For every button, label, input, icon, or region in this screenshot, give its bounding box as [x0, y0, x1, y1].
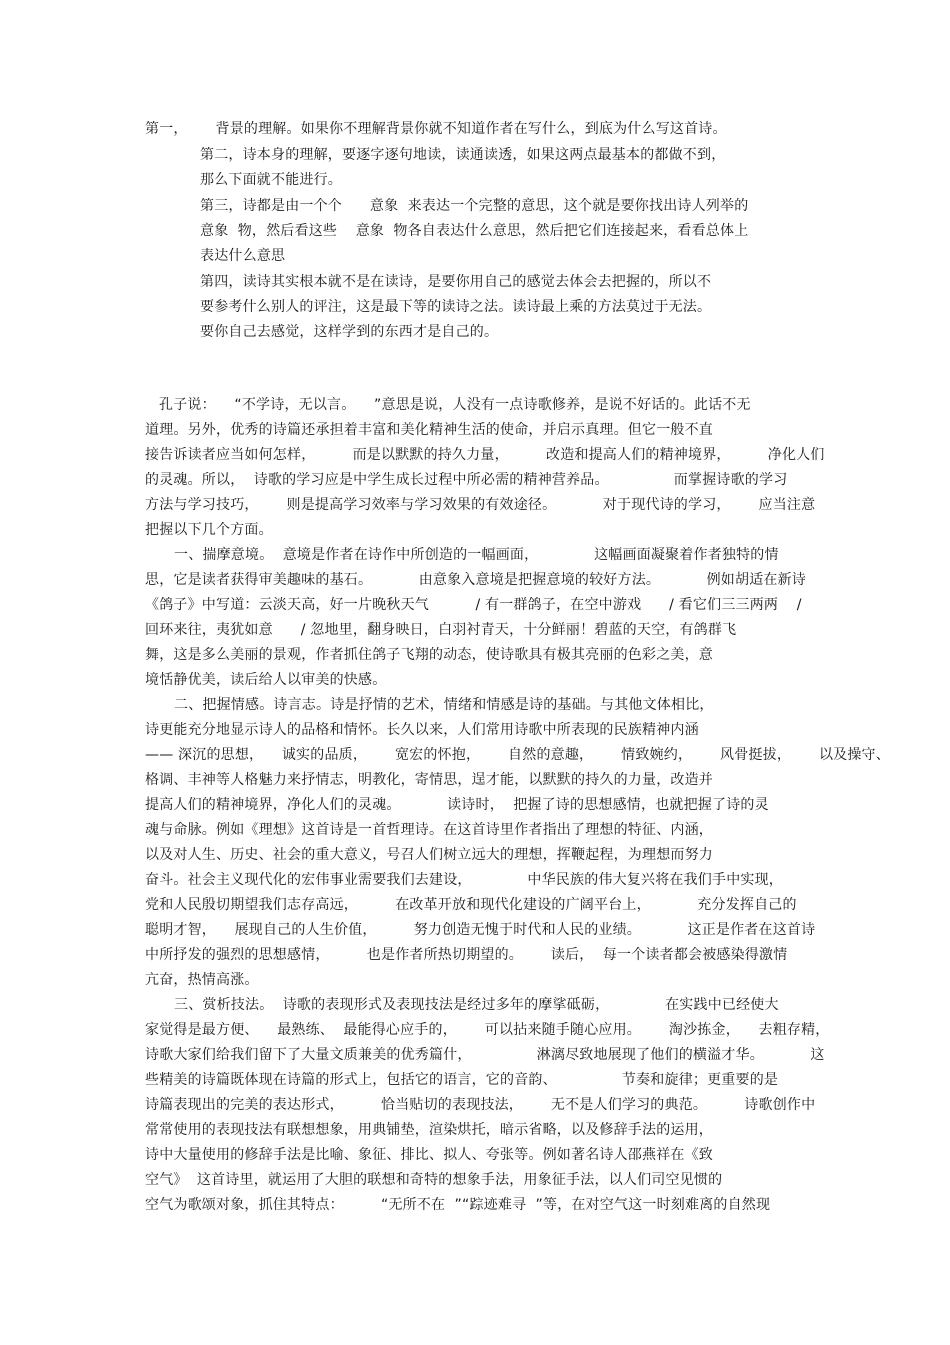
essay-line-17: 提高人们的精神境界，净化人们的灵魂。 读诗时， 把握了诗的思想感情，也就把握了诗的灵 — [145, 797, 769, 813]
essay-line-6: 把握以下几个方面。 — [145, 522, 273, 538]
essay-line-33: 空气为歌颂对象，抓住其特点： “无所不在 ”“踪迹难寻 ”等，在对空气这一时刻难离的自然现 — [145, 1197, 771, 1213]
intro-line-8: 要参考什么别人的评注，这是最下等的读诗之法。读诗最上乘的方法莫过于无法。 — [200, 299, 712, 315]
essay-line-23: 中所抒发的强烈的思想感情， 也是作者所热切期望的。 读后， 每一个读者都会被感染得激情 — [145, 947, 788, 963]
essay-line-13: 二、把握情感。诗言志。诗是抒情的艺术，情绪和情感是诗的基础。与其他文体相比， — [174, 697, 714, 713]
essay-line-10: 回环来往，夷犹如意 / 忽地里，翻身映日，白羽衬青天，十分鲜丽！碧蓝的天空，有鸽群飞 — [145, 622, 737, 638]
essay-line-18: 魂与命脉。例如《理想》这首诗是一首哲理诗。在这首诗里作者指出了理想的特征、内涵， — [145, 822, 713, 838]
intro-line-9: 要你自己去感觉，这样学到的东西才是自己的。 — [200, 324, 499, 340]
essay-line-19: 以及对人生、历史、社会的重大意义，号召人们树立远大的理想，挥鞭起程，为理想而努力 — [145, 847, 713, 863]
essay-line-8: 思，它是读者获得审美趣味的基石。 由意象入意境是把握意境的较好方法。 例如胡适在新诗 — [145, 572, 807, 588]
essay-line-7: 一、揣摩意境。 意境是作者在诗作中所创造的一幅画面， 这幅画面凝聚着作者独特的情 — [174, 547, 779, 563]
essay-line-20: 奋斗。社会主义现代化的宏伟事业需要我们去建设， 中华民族的伟大复兴将在我们手中实现， — [145, 872, 783, 888]
essay-line-25: 三、赏析技法。 诗歌的表现形式及表现技法是经过多年的摩挲砥砺， 在实践中已经使大 — [174, 997, 779, 1013]
essay-line-30: 常常使用的表现技法有联想想象，用典铺垫，渲染烘托，暗示省略，以及修辞手法的运用， — [145, 1122, 713, 1138]
essay-line-16: 格调、丰神等人格魅力来抒情志，明教化，寄情思，逞才能，以默默的持久的力量，改造并 — [145, 772, 713, 788]
essay-line-31: 诗中大量使用的修辞手法是比喻、象征、排比、拟人、夸张等。例如著名诗人邵燕祥在《致 — [145, 1147, 713, 1163]
essay-line-21: 党和人民殷切期望我们志存高远， 在改革开放和现代化建设的广阔平台上， 充分发挥自己的 — [145, 897, 797, 913]
essay-line-1: 孔子说： “不学诗，无以言。 ”意思是说，人没有一点诗歌修养，是说不好话的。此话不无 — [159, 397, 751, 413]
essay-line-28: 些精美的诗篇既体现在诗篇的形式上，包括它的语言，它的音韵、 节奏和旋律；更重要的是 — [145, 1072, 779, 1088]
essay-line-24: 亢奋，热情高涨。 — [145, 972, 259, 988]
essay-line-11: 舞，这是多么美丽的景观，作者抓住鸽子飞翔的动态，使诗歌具有极其亮丽的色彩之美，意 — [145, 647, 713, 663]
essay-line-2: 道理。另外，优秀的诗篇还承担着丰富和美化精神生活的使命，并启示真理。但它一般不直 — [145, 422, 713, 438]
intro-line-1: 第一， 背景的理解。如果你不理解背景你就不知道作者在写什么，到底为什么写这首诗。 — [145, 121, 727, 137]
intro-line-2: 第二，诗本身的理解，要逐字逐句地读，读通读透，如果这两点最基本的都做不到， — [200, 147, 726, 163]
essay-line-15: —— 深沉的思想， 诚实的品质， 宽宏的怀抱， 自然的意趣， 情致婉约， 风骨挺拔， 以及操守、 — [145, 747, 890, 763]
essay-line-29: 诗篇表现出的完美的表达形式， 恰当贴切的表现技法， 无不是人们学习的典范。 诗歌创作中 — [145, 1097, 816, 1113]
intro-line-7: 第四，读诗其实根本就不是在读诗，是要你用自己的感觉去体会去把握的，所以不 — [200, 274, 712, 290]
intro-line-5: 意象 物，然后看这些 意象 物各自表达什么意思，然后把它们连接起来，看看总体上 — [200, 223, 749, 239]
essay-line-3: 接告诉读者应当如何怎样， 而是以默默的持久力量， 改造和提高人们的精神境界， 净化人们 — [145, 447, 825, 463]
essay-line-14: 诗更能充分地显示诗人的品格和情怀。长久以来，人们常用诗歌中所表现的民族精神内涵 — [145, 722, 699, 738]
intro-line-6: 表达什么意思 — [200, 248, 286, 264]
essay-line-5: 方法与学习技巧， 则是提高学习效率与学习效果的有效途径。 对于现代诗的学习， 应当注意 — [145, 497, 816, 513]
essay-line-12: 境恬静优美，读后给人以审美的快感。 — [145, 672, 387, 688]
essay-line-26: 家觉得是最方便、 最熟练、 最能得心应手的， 可以拈来随手随心应用。 淘沙拣金， 去粗存精， — [145, 1022, 830, 1038]
intro-line-3: 那么下面就不能进行。 — [200, 172, 342, 188]
essay-line-32: 空气》 这首诗里，就运用了大胆的联想和奇特的想象手法，用象征手法，以人们司空见惯的 — [145, 1172, 723, 1188]
essay-line-27: 诗歌大家们给我们留下了大量文质兼美的优秀篇什， 淋漓尽致地展现了他们的横溢才华。 这 — [145, 1047, 825, 1063]
essay-line-4: 的灵魂。所以， 诗歌的学习应是中学生成长过程中所必需的精神营养品。 而掌握诗歌的学习 — [145, 472, 788, 488]
intro-line-4: 第三，诗都是由一个个 意象 来表达一个完整的意思，这个就是要你找出诗人列举的 — [200, 198, 749, 214]
essay-line-9: 《鸽子》中写道：云淡天高，好一片晚秋天气 / 有一群鸽子，在空中游戏 / 看它们三三两两 / — [145, 597, 802, 613]
essay-line-22: 聪明才智， 展现自己的人生价值， 努力创造无愧于时代和人民的业绩。 这正是作者在这首诗 — [145, 922, 816, 938]
